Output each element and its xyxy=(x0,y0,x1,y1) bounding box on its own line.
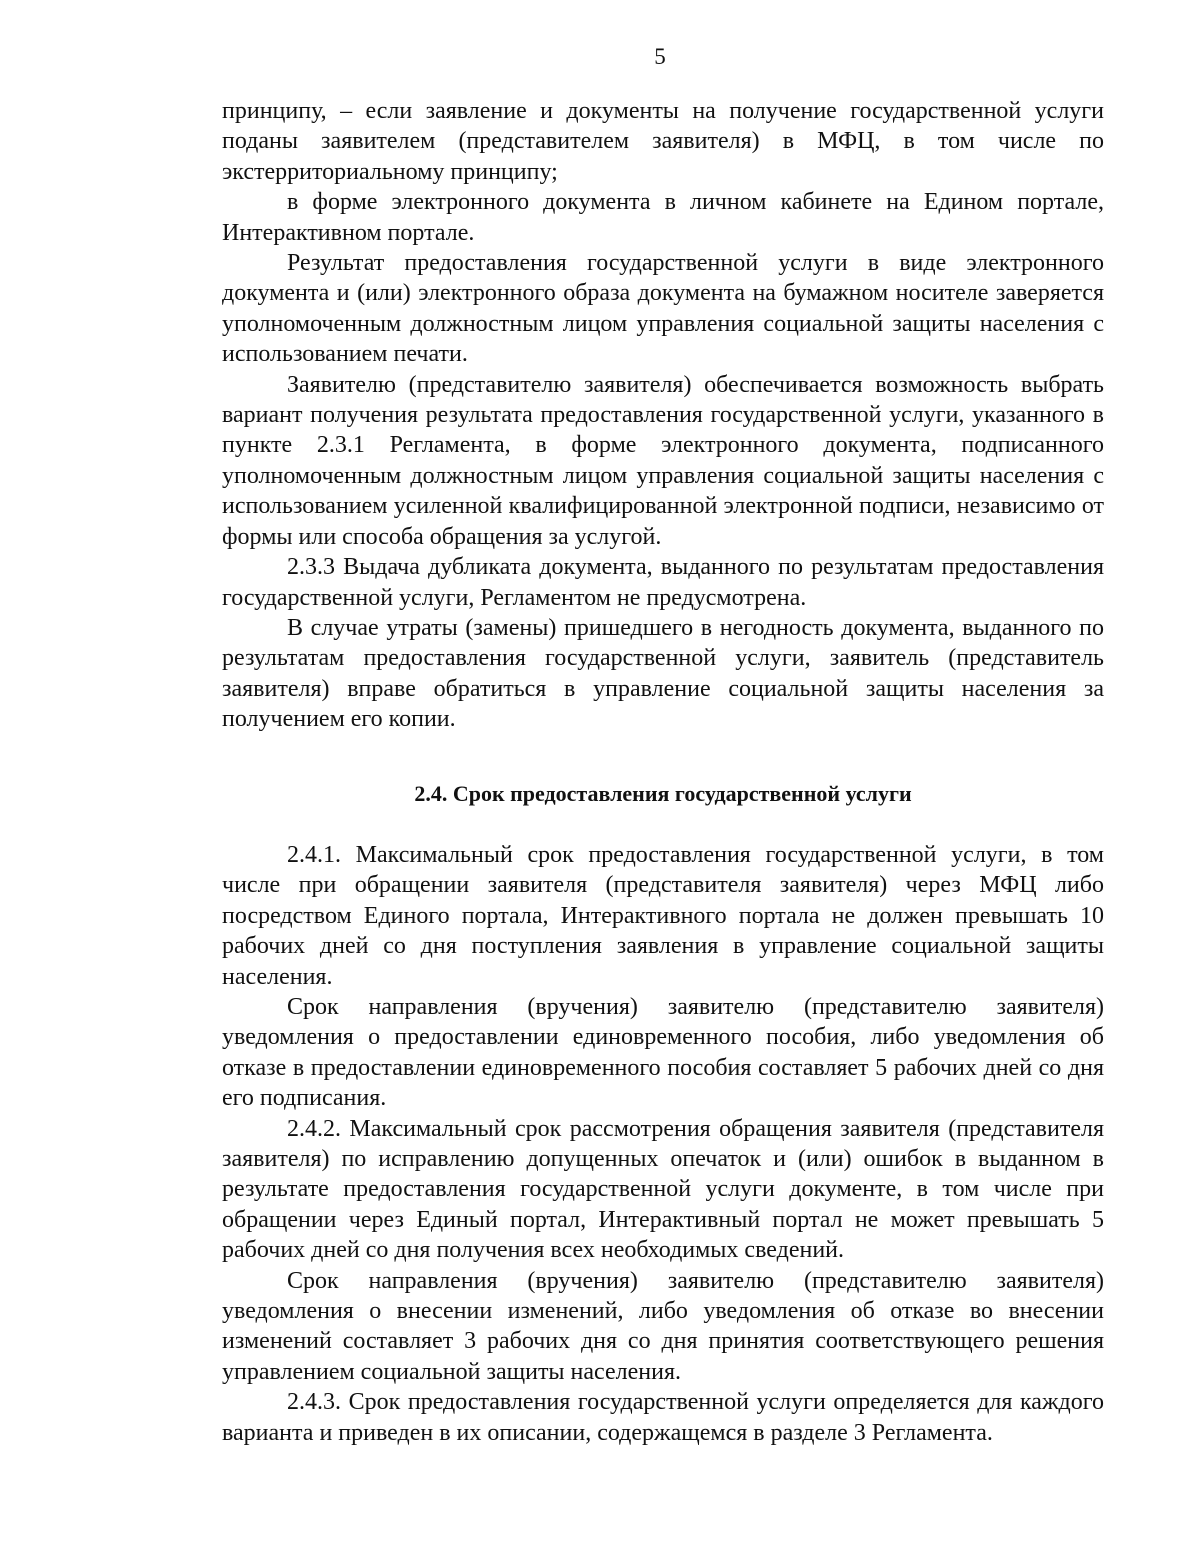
paragraph: 2.4.1. Максимальный срок предоставления государственной услуги, в том числе при обращении заявителя (представителя заявителя) через МФЦ либо посредством Единого портала, Интерактивного портала не должен превышать 10 рабочих дней со дня поступления заявления в управление социальной защиты населения. xyxy=(222,841,1104,990)
paragraph: Срок направления (вручения) заявителю (представителю заявителя) уведомления о предоставлении единовременного пособия, либо уведомления об отказе в предоставлении единовременного пособия составляет 5 рабочих дней со дня его подписания. xyxy=(222,993,1104,1112)
paragraph: 2.4.2. Максимальный срок рассмотрения обращения заявителя (представителя заявителя) по исправлению допущенных опечаток и (или) ошибок в выданном в результате предоставления государственной услуги документе, в том числе при обращении через Единый портал, Интерактивный портал не может превышать 5 рабочих дней со дня получения всех необходимых сведений. xyxy=(222,1115,1104,1264)
page-number: 5 xyxy=(654,44,666,69)
paragraph: 2.3.3 Выдача дубликата документа, выданного по результатам предоставления государственной услуги, Регламентом не предусмотрена. xyxy=(222,554,1104,611)
paragraph: принципу, – если заявление и документы на получение государственной услуги поданы заявителем (представителем заявителя) в МФЦ, в том числе по экстерриториальному принципу; xyxy=(222,98,1104,185)
paragraph: 2.4.3. Срок предоставления государственной услуги определяется для каждого варианта и приведен в их описании, содержащемся в разделе 3 Регламента. xyxy=(222,1389,1104,1446)
paragraph: Заявителю (представителю заявителя) обеспечивается возможность выбрать вариант получения результата предоставления государственной услуги, указанного в пункте 2.3.1 Регламента, в форме электронного документа, подписанного уполномоченным должностным лицом управления социальной защиты населения с использованием усиленной квалифицированной электронной подписи, независимо от формы или способа обращения за услугой. xyxy=(222,371,1104,550)
paragraph: Результат предоставления государственной услуги в виде электронного документа и (или) электронного образа документа на бумажном носителе заверяется уполномоченным должностным лицом управления социальной защиты населения с использованием печати. xyxy=(222,250,1104,368)
section-heading: 2.4. Срок предоставления государственной услуги xyxy=(414,780,912,806)
paragraph: В случае утраты (замены) пришедшего в негодность документа, выданного по результатам предоставления государственной услуги, заявитель (представитель заявителя) вправе обратиться в управление социальной защиты населения за получением его копии. xyxy=(222,614,1104,733)
paragraph: в форме электронного документа в личном кабинете на Едином портале, Интерактивном портале. xyxy=(222,189,1104,246)
paragraph: Срок направления (вручения) заявителю (представителю заявителя) уведомления о внесении изменений, либо уведомления об отказе во внесении изменений составляет 3 рабочих дня со дня принятия соответствующего решения управлением социальной защиты населения. xyxy=(222,1267,1104,1385)
document-body xyxy=(222,96,1104,1448)
